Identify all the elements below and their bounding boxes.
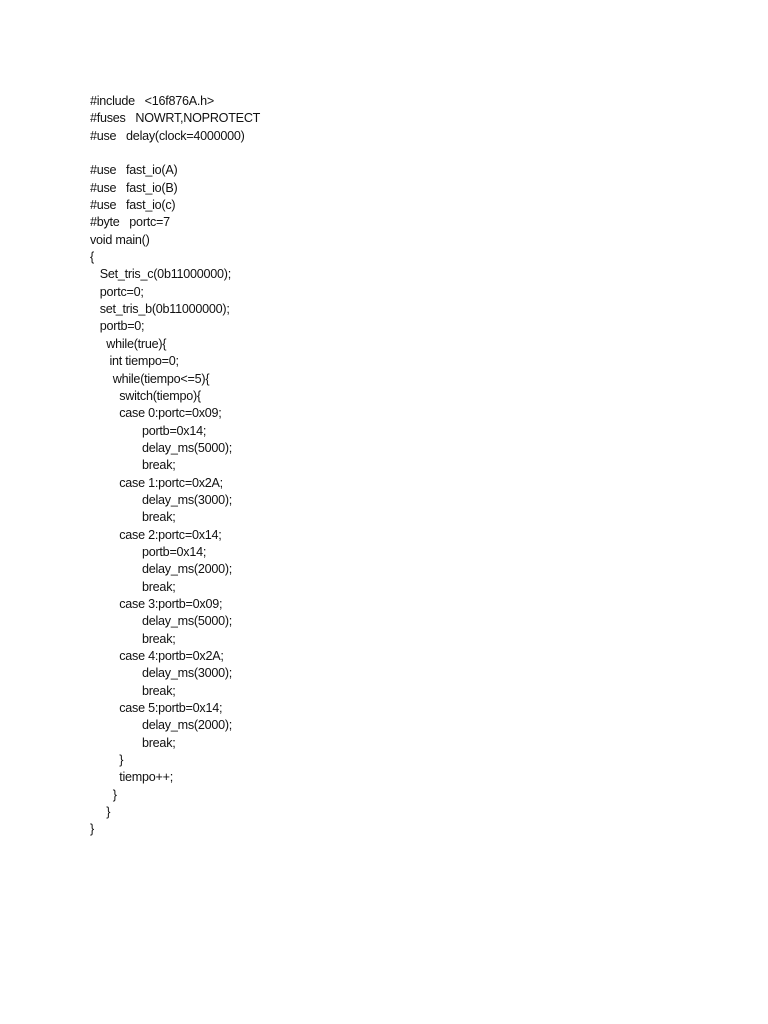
code-line: delay_ms(2000); xyxy=(90,718,233,733)
code-line: #use delay(clock=4000000) xyxy=(90,128,245,143)
code-line: portb=0x14; xyxy=(90,544,207,559)
code-line: break; xyxy=(90,683,176,698)
code-line: case 3:portb=0x09; xyxy=(90,596,223,611)
code-line: switch(tiempo){ xyxy=(90,388,201,403)
code-line: while(true){ xyxy=(90,336,167,351)
code-line: #use fast_io(A) xyxy=(90,163,178,178)
code-line: case 5:portb=0x14; xyxy=(90,701,223,716)
code-line: portb=0; xyxy=(90,319,145,334)
code-line: #fuses NOWRT,NOPROTECT xyxy=(90,111,261,126)
code-line: case 2:portc=0x14; xyxy=(90,527,222,542)
code-line: { xyxy=(90,250,94,265)
code-line: break; xyxy=(90,579,176,594)
code-line: delay_ms(5000); xyxy=(90,614,233,629)
code-line: case 0:portc=0x09; xyxy=(90,406,222,421)
code-line: portb=0x14; xyxy=(90,423,207,438)
code-line: case 4:portb=0x2A; xyxy=(90,649,224,663)
code-line: set_tris_b(0b11000000); xyxy=(90,302,230,317)
code-line: delay_ms(3000); xyxy=(90,666,233,681)
code-line: break; xyxy=(90,510,176,525)
code-line: int tiempo=0; xyxy=(90,354,179,369)
code-line: } xyxy=(90,822,94,837)
code-line: delay_ms(3000); xyxy=(90,492,233,507)
code-line xyxy=(90,145,730,162)
code-line: #include <16f876A.h> xyxy=(90,94,215,108)
code-line: case 1:portc=0x2A; xyxy=(90,475,223,490)
code-line: #use fast_io(B) xyxy=(90,180,178,195)
code-line: break; xyxy=(90,735,176,750)
code-line: Set_tris_c(0b11000000); xyxy=(90,267,231,282)
code-line: delay_ms(2000); xyxy=(90,562,233,577)
code-line: delay_ms(5000); xyxy=(90,440,233,455)
code-line: } xyxy=(90,787,117,802)
code-line: #use fast_io(c) xyxy=(90,198,176,213)
code-line: break; xyxy=(90,458,176,473)
code-block xyxy=(90,93,730,839)
code-line: portc=0; xyxy=(90,284,144,299)
code-line: } xyxy=(90,753,124,768)
code-line: void main() xyxy=(90,232,150,247)
code-line: } xyxy=(90,805,111,820)
code-line: while(tiempo<=5){ xyxy=(90,371,210,386)
code-line: break; xyxy=(90,631,176,646)
code-line: #byte portc=7 xyxy=(90,215,170,230)
code-line: tiempo++; xyxy=(90,770,173,785)
